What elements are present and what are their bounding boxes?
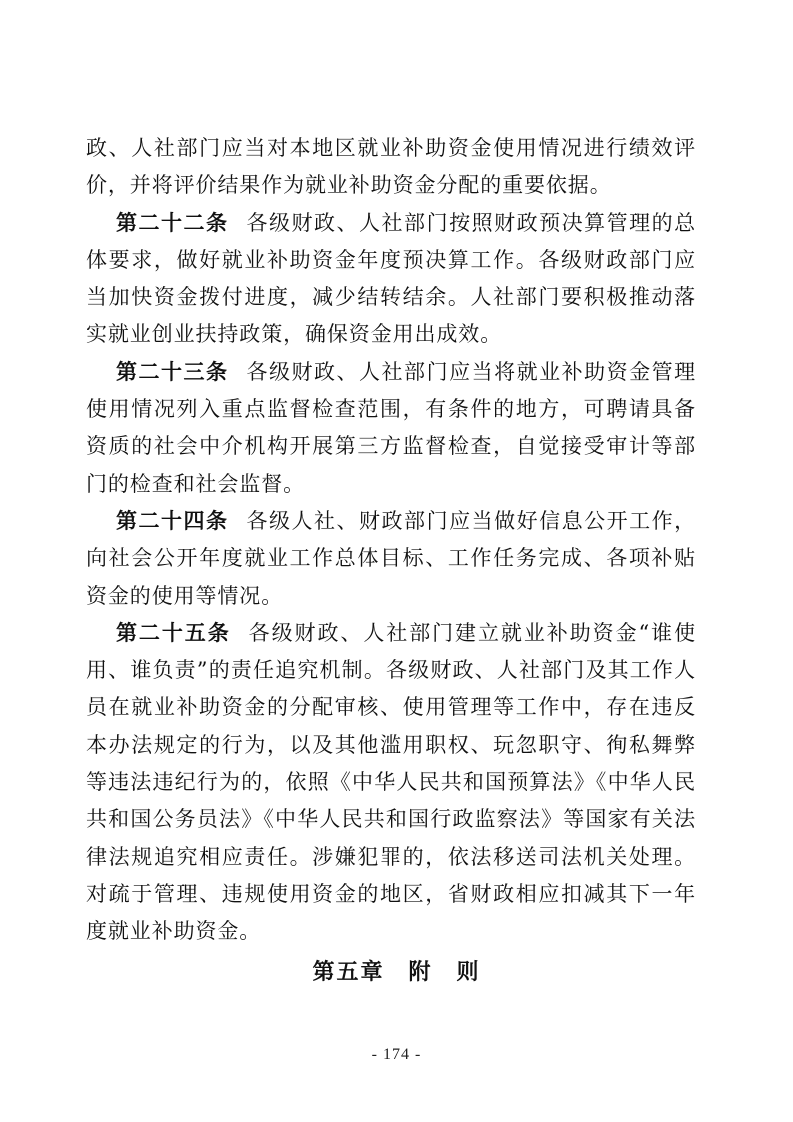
article-text: 各级财政、人社部门按照财政预决算管理的总体要求，做好就业补助资金年度预决算工作。各级财政部门应当加快资金拨付进度，减少结转结余。人社部门要积极推动落实就业创业扶持政策，确保资金用出成效。	[86, 210, 697, 347]
article-25	[86, 615, 696, 951]
article-24	[86, 503, 696, 615]
article-text: 各级财政、人社部门应当将就业补助资金管理使用情况列入重点监督检查范围，有条件的地方，可聘请具备资质的社会中介机构开展第三方监督检查，自觉接受审计等部门的检查和社会监督。	[86, 359, 697, 496]
page-number: - 174 -	[371, 1046, 422, 1063]
article-number: 第二十五条	[116, 620, 231, 645]
paragraph-text: 政、人社部门应当对本地区就业补助资金使用情况进行绩效评价，并将评价结果作为就业补助资金分配的重要依据。	[86, 136, 696, 198]
article-22	[86, 205, 696, 354]
document-body	[86, 130, 696, 951]
chapter-heading: 第五章 附 则	[312, 960, 481, 985]
article-number: 第二十二条	[116, 210, 229, 235]
article-23	[86, 354, 696, 503]
paragraph-continuation	[86, 130, 696, 205]
article-number: 第二十三条	[116, 359, 229, 384]
article-text: 各级财政、人社部门建立就业补助资金“谁使用、谁负责”的责任追究机制。各级财政、人社部门及其工作人员在就业补助资金的分配审核、使用管理等工作中，存在违反本办法规定的行为，以及其他滥用职权、玩忽职守、徇私舞弊等违法违纪行为的，依照《中华人民共和国预算法》《中华人民共和国公务员法》《中华人民共和国行政监察法》等国家有关法律法规追究相应责任。涉嫌犯罪的，依法移送司法机关处理。对疏于管理、违规使用资金的地区，省财政相应扣减其下一年度就业补助资金。	[86, 620, 697, 944]
article-text: 各级人社、财政部门应当做好信息公开工作，向社会公开年度就业工作总体目标、工作任务完成、各项补贴资金的使用等情况。	[86, 508, 697, 608]
article-number: 第二十四条	[116, 508, 229, 533]
